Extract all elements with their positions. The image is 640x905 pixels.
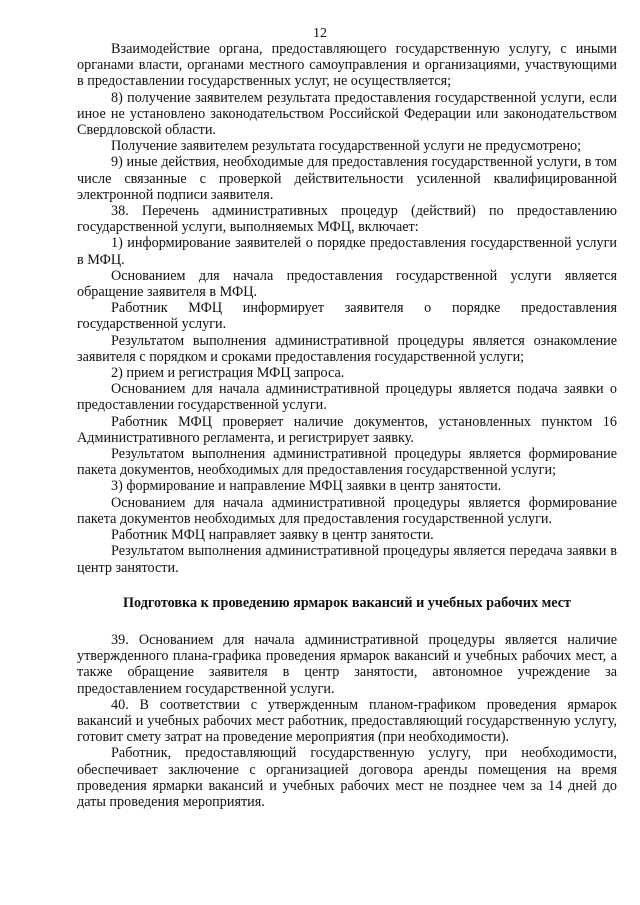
paragraph: Взаимодействие органа, предоставляющего государственную услугу, с иными органами власти, органами местного самоуправления и организациями, участвующими в предоставлении государственных услуг, не осуществляется; (77, 41, 617, 90)
paragraph: Основанием для начала административной процедуры является подача заявки о предоставлении государственной услуги. (77, 381, 617, 414)
paragraph: Работник МФЦ информирует заявителя о порядке предоставления государственной услуги. (77, 300, 617, 333)
paragraphs-after (77, 632, 617, 810)
paragraph: Основанием для начала предоставления государственной услуги является обращение заявителя в МФЦ. (77, 267, 617, 301)
paragraph: 8) получение заявителем результата предоставления государственной услуги, если иное не установлено законодательством Российской Федерации или законодательством Свердловской области. (77, 89, 617, 139)
paragraph: 2) прием и регистрация МФЦ запроса. (111, 365, 345, 382)
paragraph: Работник МФЦ направляет заявку в центр занятости. (111, 527, 434, 544)
paragraph: 38. Перечень административных процедур (действий) по предоставлению государственной услуги, выполняемых МФЦ, включает: (77, 203, 617, 236)
section-heading: Подготовка к проведению ярмарок вакансий и учебных рабочих мест (122, 594, 571, 611)
paragraph: 1) информирование заявителей о порядке предоставления государственной услуги в МФЦ. (77, 235, 617, 268)
paragraph: Работник, предоставляющий государственную услугу, при необходимости, обеспечивает заключение с организацией договора аренды помещения на время проведения ярмарки вакансий и учебных рабочих мест не позднее чем за 14 дней до даты проведения мероприятия. (77, 745, 617, 810)
paragraph: 9) иные действия, необходимые для предоставления государственной услуги, в том числе связанные с проверкой действительности усиленной квалифицированной электронной подписи заявителя. (77, 154, 617, 203)
paragraph: 3) формирование и направление МФЦ заявки в центр занятости. (111, 478, 502, 495)
paragraph: Основанием для начала административной процедуры является формирование пакета документов необходимых для предоставления государственной услуги. (77, 494, 617, 527)
document-body (77, 41, 617, 810)
page-number: 12 (313, 26, 327, 41)
paragraphs-before (77, 41, 617, 576)
paragraph: 39. Основанием для начала административной процедуры является наличие утвержденного плана-графика проведения ярмарок вакансий и учебных рабочих мест, а также обращение заявителя в центр занятости, автономное учреждение за предоставлением государственной услуги. (77, 631, 617, 697)
paragraph: Результатом выполнения административной процедуры является формирование пакета документов, необходимых для предоставления государственной услуги; (77, 446, 617, 479)
paragraph: Получение заявителем результата государственной услуги не предусмотрено; (111, 138, 582, 155)
paragraph: Работник МФЦ проверяет наличие документов, установленных пунктом 16 Административного регламента, и регистрирует заявку. (77, 413, 617, 446)
paragraph: 40. В соответствии с утвержденным планом-графиком проведения ярмарок вакансий и учебных рабочих мест работник, предоставляющий государственную услугу, готовит смету затрат на проведение мероприятия (при необходимости). (77, 696, 617, 746)
paragraph: Результатом выполнения административной процедуры является передача заявки в центр занятости. (77, 543, 617, 576)
paragraph: Результатом выполнения административной процедуры является ознакомление заявителя с порядком и сроками предоставления государственной услуги; (77, 332, 617, 365)
